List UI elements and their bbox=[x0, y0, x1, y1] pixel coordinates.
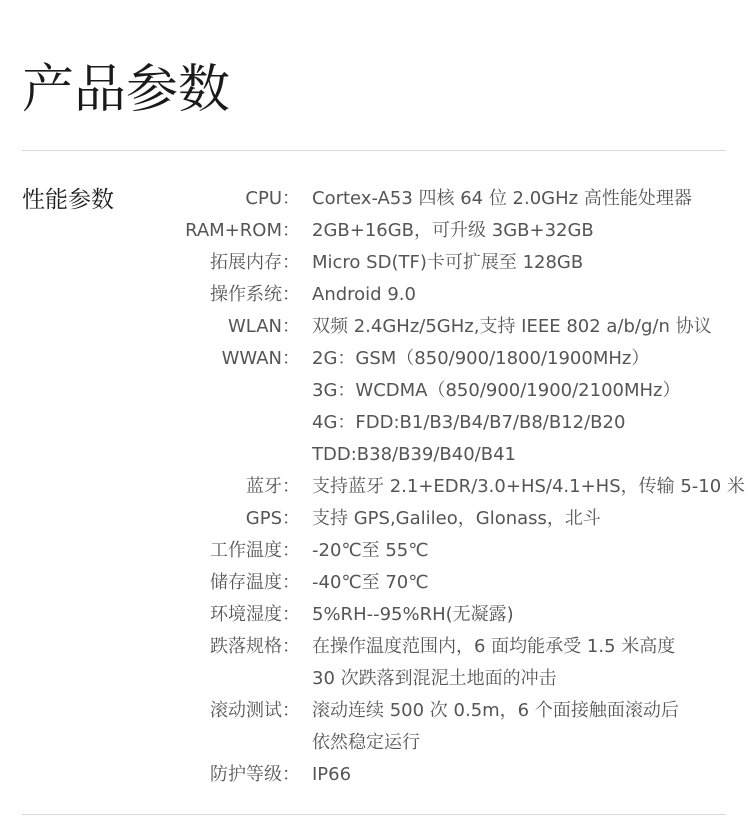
spec-label: WLAN： bbox=[227, 316, 300, 337]
spec-value-line: Cortex-A53 四核 64 位 2.0GHz 高性能处理器 bbox=[312, 188, 692, 209]
bottom-divider bbox=[22, 814, 726, 815]
spec-values bbox=[300, 567, 750, 599]
spec-label: 跌落规格： bbox=[210, 636, 300, 657]
spec-value-line: Android 9.0 bbox=[312, 284, 416, 305]
spec-row bbox=[0, 183, 750, 215]
spec-values bbox=[300, 535, 750, 567]
spec-row bbox=[0, 311, 750, 343]
section-title: 性能参数 bbox=[22, 187, 114, 213]
spec-values bbox=[300, 759, 750, 791]
spec-label: 蓝牙： bbox=[246, 476, 300, 497]
spec-value-line: 双频 2.4GHz/5GHz,支持 IEEE 802 a/b/g/n 协议 bbox=[312, 316, 712, 337]
spec-values bbox=[300, 183, 750, 215]
spec-row bbox=[0, 567, 750, 599]
spec-row bbox=[0, 535, 750, 567]
spec-list bbox=[0, 183, 750, 791]
spec-value-line: 在操作温度范围内，6 面均能承受 1.5 米高度 bbox=[312, 636, 676, 657]
spec-label: 滚动测试： bbox=[210, 700, 300, 721]
spec-row bbox=[0, 503, 750, 535]
spec-label: RAM+ROM： bbox=[185, 220, 300, 241]
spec-row bbox=[0, 343, 750, 471]
spec-value-line: 滚动连续 500 次 0.5m，6 个面接触面滚动后 bbox=[312, 700, 679, 721]
spec-values bbox=[300, 599, 750, 631]
spec-values bbox=[300, 631, 750, 695]
spec-value-line: 4G：FDD:B1/B3/B4/B7/B8/B12/B20 bbox=[312, 412, 626, 433]
spec-label: 储存温度： bbox=[210, 572, 300, 593]
spec-value-line: TDD:B38/B39/B40/B41 bbox=[312, 444, 516, 465]
spec-values bbox=[300, 279, 750, 311]
spec-value-line: IP66 bbox=[312, 764, 352, 785]
spec-value-line: 依然稳定运行 bbox=[312, 732, 420, 753]
spec-values bbox=[300, 247, 750, 279]
spec-value-line: 2GB+16GB，可升级 3GB+32GB bbox=[312, 220, 594, 241]
spec-value-line: Micro SD(TF)卡可扩展至 128GB bbox=[312, 252, 584, 273]
spec-row bbox=[0, 759, 750, 791]
spec-row bbox=[0, 631, 750, 695]
spec-value-line: 2G：GSM（850/900/1800/1900MHz） bbox=[312, 348, 650, 369]
spec-value-line: -20℃至 55℃ bbox=[312, 540, 429, 561]
spec-values bbox=[300, 471, 750, 503]
spec-label: 环境湿度： bbox=[210, 604, 300, 625]
spec-value-line: 支持 GPS,Galileo，Glonass，北斗 bbox=[312, 508, 601, 529]
spec-label: CPU： bbox=[245, 188, 300, 209]
top-divider bbox=[22, 150, 726, 151]
page-title: 产品参数 bbox=[22, 60, 231, 120]
spec-value-line: 30 次跌落到混泥土地面的冲击 bbox=[312, 668, 557, 689]
spec-label: GPS： bbox=[245, 508, 300, 529]
spec-label: 拓展内存： bbox=[210, 252, 300, 273]
spec-value-line: 5%RH--95%RH(无凝露) bbox=[312, 604, 514, 625]
spec-value-line: -40℃至 70℃ bbox=[312, 572, 429, 593]
spec-label: 操作系统： bbox=[210, 284, 300, 305]
spec-row bbox=[0, 471, 750, 503]
spec-label: 工作温度： bbox=[210, 540, 300, 561]
spec-values bbox=[300, 311, 750, 343]
spec-values bbox=[300, 503, 750, 535]
spec-row bbox=[0, 599, 750, 631]
spec-values bbox=[300, 215, 750, 247]
spec-label: WWAN： bbox=[221, 348, 300, 369]
spec-label: 防护等级： bbox=[210, 764, 300, 785]
spec-row bbox=[0, 215, 750, 247]
spec-values bbox=[300, 343, 750, 471]
spec-value-line: 支持蓝牙 2.1+EDR/3.0+HS/4.1+HS，传输 5-10 米 bbox=[312, 476, 745, 497]
spec-row bbox=[0, 279, 750, 311]
spec-value-line: 3G：WCDMA（850/900/1900/2100MHz） bbox=[312, 380, 681, 401]
spec-row bbox=[0, 695, 750, 759]
spec-values bbox=[300, 695, 750, 759]
spec-row bbox=[0, 247, 750, 279]
